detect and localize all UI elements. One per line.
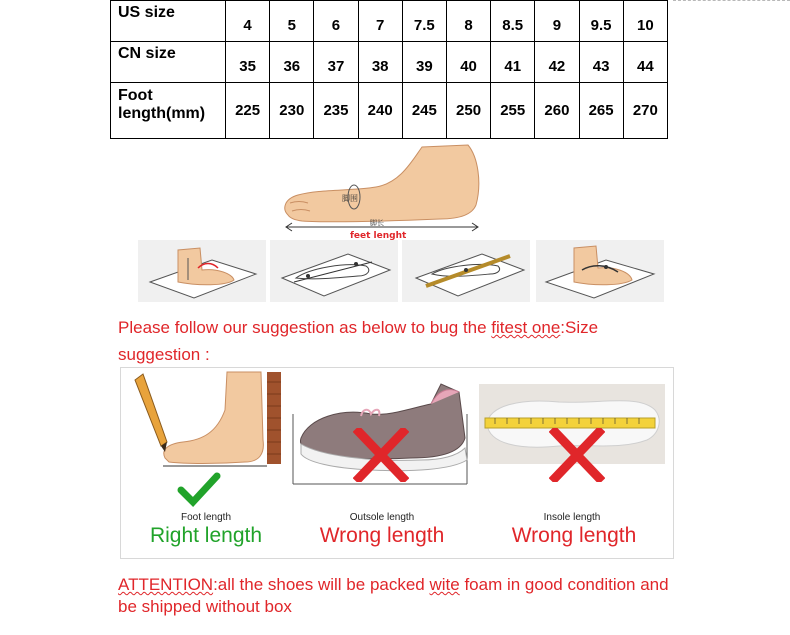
- measure-step-1: [138, 240, 266, 302]
- cn-size-cell: 40: [446, 42, 490, 82]
- insole-length-caption: Insole length: [543, 512, 601, 523]
- us-size-cell: 7.5: [402, 1, 446, 42]
- outsole-length-caption: Outsole length: [349, 512, 415, 523]
- foot-length-diagram: [272, 143, 492, 240]
- measure-step-3: [402, 240, 530, 302]
- cn-size-cell: 42: [535, 42, 579, 82]
- ruler-measure-image: [402, 240, 530, 302]
- foot-length-cell: 260: [535, 82, 579, 138]
- us-size-cell: 6: [314, 1, 358, 42]
- attention-notice: [118, 574, 678, 618]
- foot-length-cell: 265: [579, 82, 623, 138]
- cn-size-cell: 38: [358, 42, 402, 82]
- foot-length-cell: 245: [402, 82, 446, 138]
- right-length-label: Right length: [149, 524, 263, 547]
- foot-length-row: [111, 82, 668, 138]
- outsole-wrong-length-label: Wrong length: [319, 524, 445, 547]
- cross-icon: [549, 428, 605, 482]
- cn-size-cell: 43: [579, 42, 623, 82]
- outline-drawing-image: [270, 240, 398, 302]
- foot-length-header: Foot length(mm): [111, 82, 226, 138]
- foot-length-cell: 235: [314, 82, 358, 138]
- foot-length-caption: Foot length: [180, 512, 232, 523]
- attention-word: ATTENTION: [118, 575, 214, 594]
- foot-length-cell: 250: [446, 82, 490, 138]
- cn-size-cell: 35: [226, 42, 270, 82]
- measure-step-2: [270, 240, 398, 302]
- attention-part1: :all the shoes will be packed: [213, 575, 430, 594]
- top-dashed-line: [673, 0, 790, 2]
- feet-length-label: feet lenght: [350, 231, 407, 240]
- cn-size-cell: 39: [402, 42, 446, 82]
- cn-size-cell: 44: [623, 42, 667, 82]
- insole-wrong-length-label: Wrong length: [511, 524, 637, 547]
- size-chart-table: [110, 0, 668, 139]
- length-label-cn: 脚长: [370, 219, 384, 227]
- us-size-cell: 10: [623, 1, 667, 42]
- cn-size-row: [111, 42, 668, 82]
- girth-label: 脚围: [342, 194, 358, 203]
- us-size-cell: 9: [535, 1, 579, 42]
- cn-size-header: CN size: [111, 42, 226, 82]
- cn-size-cell: 36: [270, 42, 314, 82]
- foot-against-wall-image: [127, 370, 283, 470]
- us-size-cell: 5: [270, 1, 314, 42]
- suggestion-part1: Please follow our suggestion as below to bug the: [118, 318, 492, 337]
- foot-length-cell: 270: [623, 82, 667, 138]
- cross-icon: [353, 428, 409, 482]
- us-size-row: [111, 1, 668, 42]
- suggestion-part2: :Size suggestion :: [118, 318, 599, 364]
- us-size-cell: 8: [446, 1, 490, 42]
- foot-length-cell: 225: [226, 82, 270, 138]
- foot-length-cell: 240: [358, 82, 402, 138]
- us-size-cell: 9.5: [579, 1, 623, 42]
- cn-size-cell: 41: [491, 42, 535, 82]
- attention-part2: foam in good condition and be shipped without box: [118, 575, 669, 616]
- us-size-cell: 7: [358, 1, 402, 42]
- checkmark-icon: [177, 472, 221, 508]
- length-comparison-panel: [120, 367, 674, 559]
- foot-on-paper-image: [138, 240, 266, 302]
- attention-wite: wite: [429, 575, 460, 594]
- us-size-cell: 4: [226, 1, 270, 42]
- foot-length-cell: 230: [270, 82, 314, 138]
- foot-length-cell: 255: [491, 82, 535, 138]
- size-suggestion-text: [118, 314, 678, 368]
- us-size-header: US size: [111, 1, 226, 42]
- girth-measure-image: [536, 240, 664, 302]
- suggestion-fitest-one: fitest one: [491, 318, 561, 337]
- us-size-cell: 8.5: [491, 1, 535, 42]
- cn-size-cell: 37: [314, 42, 358, 82]
- measure-step-4: [536, 240, 664, 302]
